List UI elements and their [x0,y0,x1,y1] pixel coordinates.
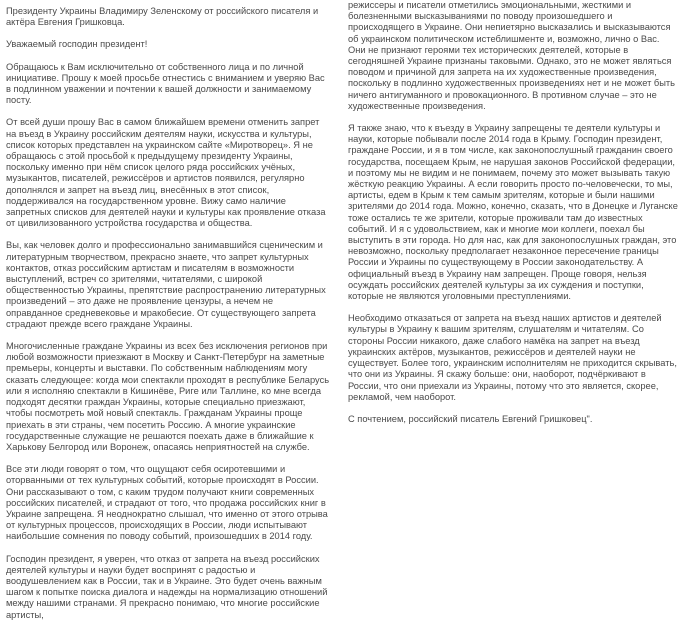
letter-paragraph: Господин президент, я уверен, что отказ от запрета на въезд российских деятелей культуры и науки будет воспринят с радостью и воодушевлением как в России, так и в Украине. Это будет очень важным шагом к попытке поиска диалога и надежды на нормализацию отношений между нашими странами. Я прекрасно понимаю, что многие российские артисты, [6,553,328,620]
letter-paragraph: режиссеры и писатели отметились эмоциональными, жесткими и болезненными высказываниями по поводу произошедшего и происходящего в Украине. Они непиетярно высказались и высказываются об украинском политическом истеблишменте и, возможно, лично о Вас. Они не признают героями тех исторических деятелей, которые в сегодняшней Украине признаны таковыми. Однако, это не может являться поводом и причиной для запрета на их художественные произведения, поскольку в подлинно художественных произведениях нет и не может быть ничего антигуманного и провокационного. В противном случае – это не художественные произведения. [348,0,676,111]
letter-addressee: Президенту Украины Владимиру Зеленскому от российского писателя и актёра Евгения Гришковца. [6,6,319,28]
letter-paragraph: Обращаюсь к Вам исключительно от собственного лица и по личной инициативе. Прошу к моей просьбе отнестись с вниманием и уверяю Вас в подлинном уважении и почтении к вашей должности и занимаемому посту. [6,61,325,106]
letter-paragraph: Необходимо отказаться от запрета на въезд наших артистов и деятелей культуры в Украину к вашим зрителям, слушателям и читателям. Со стороны России никакого, даже слабого намёка на запрет на въезд украинских актёров, музыкантов, режиссёров и деятелей науки не существует. Более того, украинским исполнителям не приходится скрывать, что они из Украины. Я скажу больше: они, наоборот, подчёркивают в России, что они приехали из Украины, потому что это является, скорее, рекламой, чем наоборот. [348,313,677,402]
letter-paragraph: От всей души прошу Вас в самом ближайшем времени отменить запрет на въезд в Украину российским деятелям науки, искусства и культуры, список которых представлен на украинском сайте «Миротворец». Я не обращаюсь с этой просьбой к предыдущему президенту Украины, поскольку именно при нём список целого ряда российских учёных, музыкантов, писателей, режиссёров и артистов появился, регулярно дополнялся и запрет на въезд лиц, внесённых в этот список, поддерживался на государственном уровне. Вижу само наличие запретных списков для деятелей науки и культуры как проявление отказа от цивилизованного устройства государства и общества. [6,117,326,229]
letter-paragraph: Все эти люди говорят о том, что ощущают себя осиротевшими и оторванными от тех культурных событий, которые происходят в России. Они рассказывают о том, с каким трудом получают книги современных российских писателей, и страдают от того, что продажа российских книг в Украине запрещена. Я неоднократно слышал, что именно от этого отрыва от культурных процессов, происходящих в России, люди испытывают наибольшие сомнения по поводу событий, произошедших в 2014 году. [6,464,328,542]
letter-left-column [6,0,331,632]
letter-right-column [348,0,678,436]
letter-salutation: Уважаемый господин президент! [6,39,148,50]
letter-paragraph: Многочисленные граждане Украины из всех без исключения регионов при любой возможности приезжают в Москву и Санкт-Петербург на заметные премьеры, концерты и выставки. По собственным наблюдениям могу сказать следующее: когда мои спектакли проходят в республике Беларусь или я исполняю спектакли в Кишинёве, Риге или Таллине, ко мне всегда подходят десятки граждан Украины, которые специально приезжают, чтобы посмотреть мой новый спектакль. Гражданам Украины проще приехать в эти страны, чем посетить Россию. А многие украинские государственные служащие не решаются поехать даже в ближайшие к Харькову Белгород или Воронеж, опасаясь неприятностей на службе. [6,341,330,452]
letter-paragraph: Я также знаю, что к въезду в Украину запрещены те деятели культуры и науки, которые побывали после 2014 года в Крыму. Господин президент, граждане России, и я в том числе, как законопослушный гражданин своего государства, посещаем Крым, не нарушая законов Российской федерации, и поэтому мы не видим и не понимаем, почему это может вызывать такую жёсткую реакцию Украины. А если говорить просто по-человечески, то мы, артисты, едем в Крым к тем самым зрителям, которые и были нашими зрителями до 2014 года. Можно, конечно, сказать, что в Донецке и Луганске тоже остались те же зрители, которые проживали там до известных событий. И я с удовольствием, как и многие мои коллеги, поехал бы выступить в эти города. Но для нас, как для законопослушных граждан, это невозможно, поскольку предполагает незаконное пересечение границы России и Украины по существующему в России законодательству. А официальный въезд в Украину нам запрещен. Проще говоря, нельзя осуждать российских деятелей культуры за их суждения и поступки, которые не являются уголовными преступлениями. [348,123,678,302]
letter-signature: С почтением, российский писатель Евгений Гришковец". [348,413,593,424]
letter-paragraph: Вы, как человек долго и профессионально занимавшийся сценическим и литературным творчеством, прекрасно знаете, что запрет культурных контактов, отказ российским артистам и писателям в возможности выступлений, встреч со зрителями, читателями, с широкой общественностью Украины, препятствие распространению литературных произведений – это даже не проявление цензуры, а нечем не оправданное средневековье и мракобесие. От существующего запрета страдают прежде всего граждане Украины. [6,240,326,329]
